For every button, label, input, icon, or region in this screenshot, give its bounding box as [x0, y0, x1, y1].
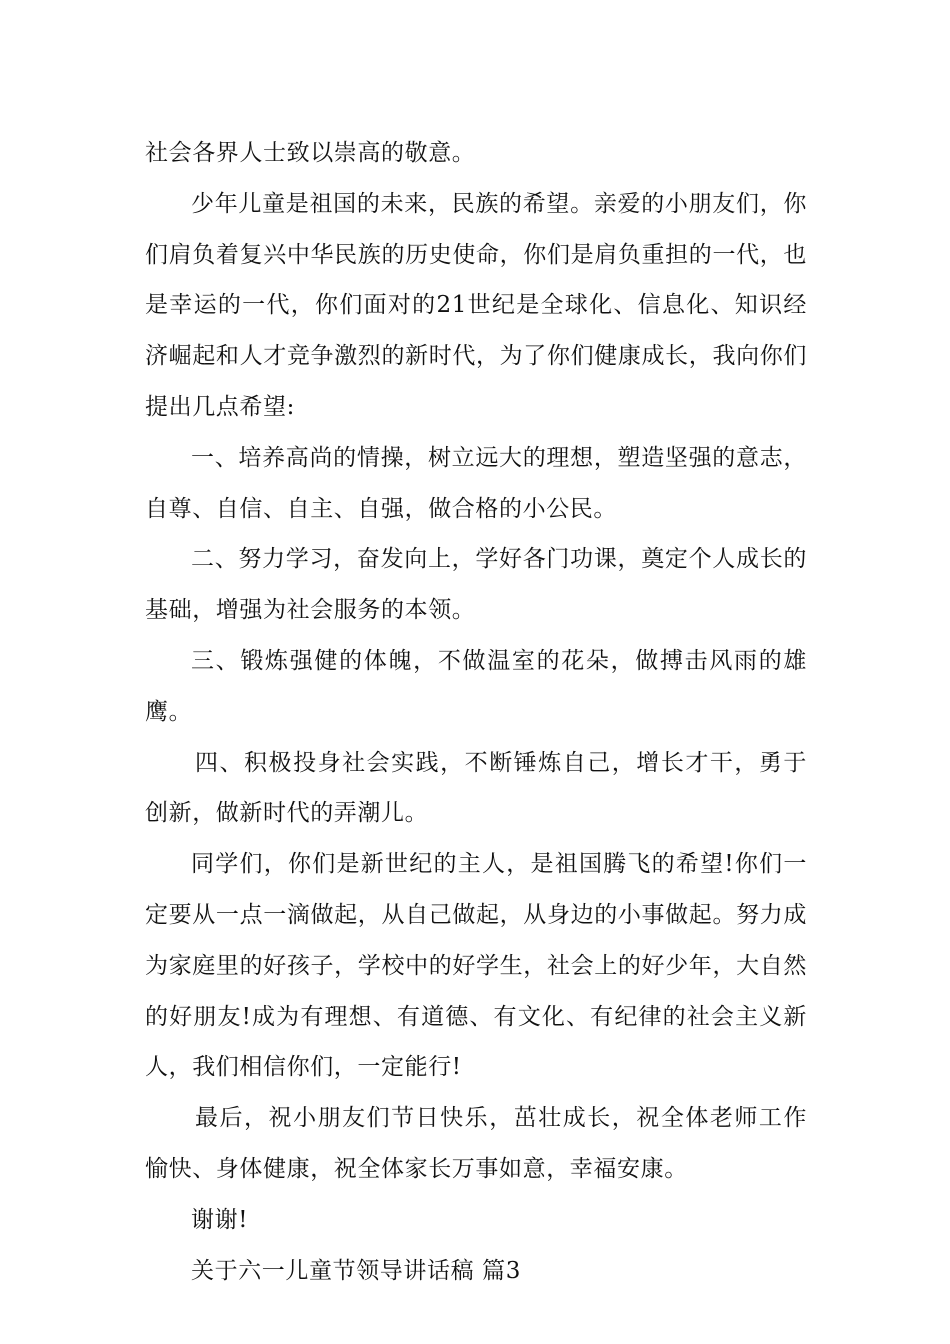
- paragraph-hope-one: 一、培养高尚的情操，树立远大的理想，塑造坚强的意志，自尊、自信、自主、自强，做合格的小公民。: [145, 444, 807, 522]
- paragraph-hope-two: 二、努力学习，奋发向上，学好各门功课，奠定个人成长的基础，增强为社会服务的本领。: [145, 546, 807, 624]
- paragraph-students: 同学们，你们是新世纪的主人，是祖国腾飞的希望!你们一定要从一点一滴做起，从自己做起，从身边的小事做起。努力成为家庭里的好孩子，学校中的好学生，社会上的好少年，大自然的好朋友!成为有理想、有道德、有文化、有纪律的社会主义新人，我们相信你们，一定能行!: [145, 851, 807, 1081]
- paragraph-hope-four: 四、积极投身社会实践，不断锤炼自己，增长才干，勇于创新，做新时代的弄潮儿。: [145, 749, 807, 827]
- paragraph-opening-fragment: 社会各界人士致以崇高的敬意。: [145, 140, 476, 166]
- paragraph-hope-three: 三、锻炼强健的体魄，不做温室的花朵，做搏击风雨的雄鹰。: [145, 647, 807, 725]
- document-body: [145, 128, 807, 1296]
- paragraph-thanks: 谢谢!: [191, 1206, 249, 1233]
- section-heading-part-3: 关于六一儿童节领导讲话稿 篇3: [191, 1257, 521, 1284]
- paragraph-hope-intro: 少年儿童是祖国的未来，民族的希望。亲爱的小朋友们，你们肩负着复兴中华民族的历史使命，你们是肩负重担的一代，也是幸运的一代，你们面对的21世纪是全球化、信息化、知识经济崛起和人才竞争激烈的新时代，为了你们健康成长，我向你们提出几点希望:: [145, 190, 807, 420]
- paragraph-closing-wishes: 最后，祝小朋友们节日快乐，茁壮成长，祝全体老师工作愉快、身体健康，祝全体家长万事如意，幸福安康。: [145, 1105, 807, 1182]
